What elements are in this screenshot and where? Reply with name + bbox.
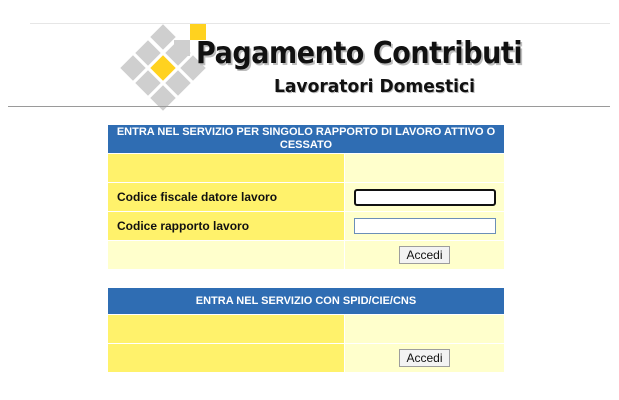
submit-row — [108, 344, 504, 372]
login-panel-spid — [108, 288, 504, 372]
logo — [124, 24, 523, 104]
codice-fiscale-row — [108, 183, 504, 211]
panel-heading: ENTRA NEL SERVIZIO CON SPID/CIE/CNS — [108, 288, 504, 314]
accedi-spid-button[interactable]: Accedi — [399, 349, 449, 367]
panel-heading: ENTRA NEL SERVIZIO PER SINGOLO RAPPORTO DI LAVORO ATTIVO O CESSATO — [108, 125, 504, 153]
header-divider — [8, 106, 610, 107]
codice-rapporto-label: Codice rapporto lavoro — [108, 212, 344, 240]
accedi-button[interactable]: Accedi — [399, 246, 449, 264]
codice-fiscale-input[interactable] — [354, 189, 496, 206]
empty-row — [108, 154, 504, 182]
empty-row — [108, 315, 504, 343]
page-subtitle: Lavoratori Domestici — [274, 76, 476, 97]
codice-rapporto-row — [108, 212, 504, 240]
login-panel-rapporto — [108, 125, 504, 269]
submit-row — [108, 241, 504, 269]
page-title: Pagamento Contributi — [196, 36, 523, 71]
codice-fiscale-label: Codice fiscale datore lavoro — [108, 183, 344, 211]
codice-rapporto-input[interactable] — [354, 218, 496, 234]
